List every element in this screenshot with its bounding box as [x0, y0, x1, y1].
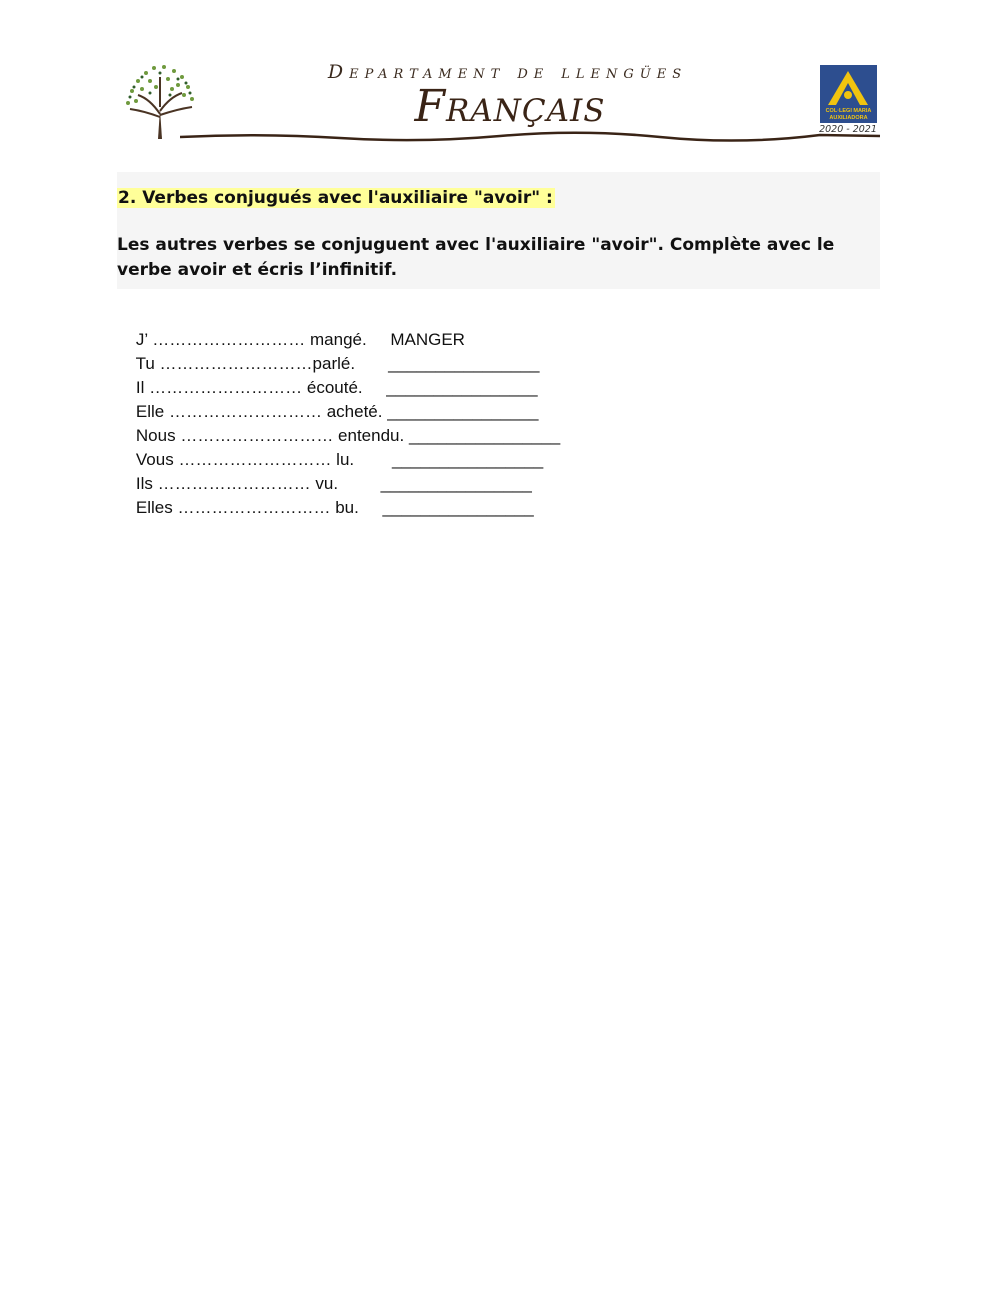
school-logo — [820, 65, 877, 123]
row-gap — [359, 498, 383, 517]
row-dots[interactable]: ……………………… — [152, 474, 316, 493]
exercise-row — [117, 430, 544, 469]
exercise-row — [117, 406, 561, 445]
row-dots[interactable]: ……………………… — [154, 354, 313, 373]
row-answer[interactable]: ________________ — [387, 402, 539, 421]
exercise-row — [117, 478, 534, 517]
exercise-row — [117, 310, 465, 349]
exercise-row — [117, 382, 539, 421]
row-participle: acheté. — [326, 402, 383, 421]
row-subject: J’ — [135, 330, 148, 349]
row-subject: Elles — [135, 498, 173, 517]
row-answer[interactable]: ________________ — [382, 498, 534, 517]
school-logo-text-2: AUXILIADORA — [829, 115, 868, 121]
row-dots[interactable]: ……………………… — [173, 450, 337, 469]
row-subject: Il — [135, 378, 145, 397]
document-header — [120, 55, 882, 145]
row-answer[interactable]: ________________ — [408, 426, 561, 445]
row-subject: Nous — [135, 426, 176, 445]
school-logo-text-1: COL·LEGI MARIA — [825, 108, 872, 114]
section-title: 2. Verbes conjugués avec l'auxiliaire "avoir" : — [118, 188, 553, 208]
subject-title: Français — [414, 81, 606, 132]
row-participle: écouté. — [306, 378, 363, 397]
row-participle: bu. — [335, 498, 359, 517]
exercise-row — [117, 358, 538, 397]
row-answer[interactable]: ________________ — [391, 450, 544, 469]
row-participle: lu. — [336, 450, 355, 469]
row-dots[interactable]: ……………………… — [147, 330, 311, 349]
row-subject: Vous — [135, 450, 174, 469]
row-subject: Tu — [135, 354, 155, 373]
row-participle: vu. — [315, 474, 339, 493]
row-subject: Elle — [135, 402, 165, 421]
department-name: Departament de llengües — [327, 61, 688, 83]
row-answer[interactable]: ________________ — [380, 474, 532, 493]
row-answer[interactable]: ________________ — [388, 354, 540, 373]
row-answer[interactable]: MANGER — [390, 330, 465, 349]
section-panel — [117, 172, 880, 289]
exercise-row — [117, 334, 540, 373]
exercise-row — [117, 454, 532, 493]
row-dots[interactable]: ……………………… — [164, 402, 327, 421]
row-subject: Ils — [135, 474, 153, 493]
ground-line — [180, 125, 882, 145]
row-dots[interactable]: ……………………… — [175, 426, 339, 445]
row-dots[interactable]: ……………………… — [144, 378, 307, 397]
row-participle: parlé. — [312, 354, 356, 373]
row-dots[interactable]: ……………………… — [172, 498, 336, 517]
row-participle: entendu. — [338, 426, 405, 445]
section-instructions: Les autres verbes se conjuguent avec l'auxiliaire "avoir". Complète avec le verbe avoir et écris l’infinitif. — [117, 235, 835, 280]
row-participle: mangé. — [310, 330, 367, 349]
school-year: 2020 - 2021 — [819, 124, 877, 135]
row-answer[interactable]: ________________ — [386, 378, 538, 397]
